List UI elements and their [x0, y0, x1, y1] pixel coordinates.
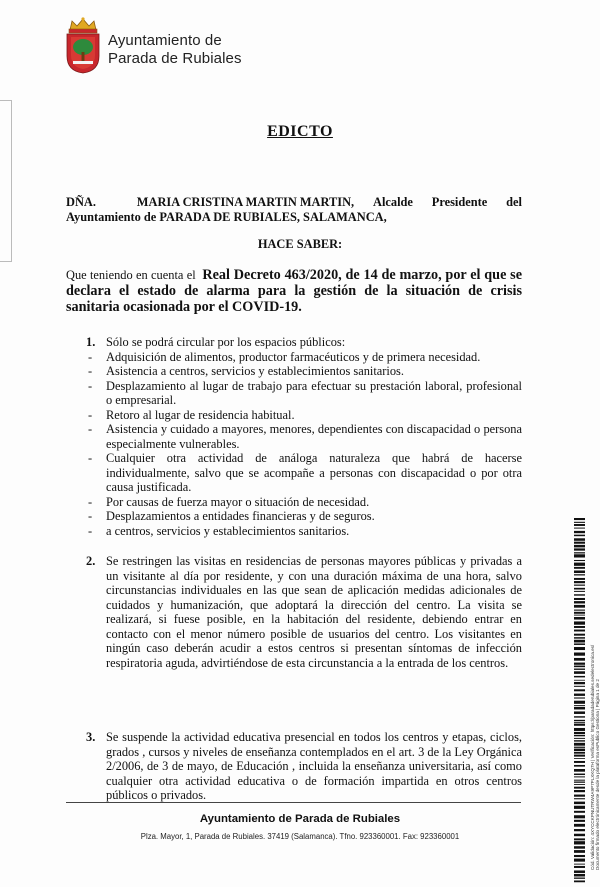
barcode-bar [574, 749, 585, 751]
barcode-bar [574, 640, 585, 643]
barcode-bar [574, 570, 585, 573]
intro-paragraph [66, 195, 522, 224]
barcode-bar [574, 615, 585, 616]
barcode-bar [574, 545, 585, 548]
sub-item: - Cualquier otra actividad de análoga naturaleza que habrá de hacerse individualmente, salvo que se acompañe a personas con discapacidad o por otra causa justificada. [86, 451, 522, 495]
barcode-bar [574, 790, 585, 792]
validation-line-1: Cód. Validación: 4XYCCKPNUTRW4A9P7PLXKQ7H | Verificación: https://paradaderubiales.sedelectronica.es/ [590, 644, 595, 870]
hace-saber-heading: HACE SABER: [257, 237, 343, 251]
barcode-bar [574, 811, 585, 813]
barcode-bar [574, 626, 585, 628]
list-item [86, 335, 522, 538]
barcode-bar [574, 850, 585, 853]
sub-item: - Asistencia a centros, servicios y establecimientos sanitarios. [86, 364, 522, 379]
item-list-3 [86, 730, 522, 803]
barcode-bar [574, 705, 585, 706]
barcode-bar [574, 866, 585, 868]
barcode-bar [574, 653, 585, 656]
sub-item: - Por causas de fuerza mayor o situación de necesidad. [86, 495, 522, 510]
barcode-bar [574, 605, 585, 608]
barcode-bar [574, 880, 585, 882]
barcode-bar [574, 829, 585, 831]
sub-item: - a centros, servicios y establecimientos sanitarios. [86, 524, 522, 539]
barcode-bar [574, 841, 585, 844]
barcode-bar [574, 535, 585, 537]
barcode-bar [574, 578, 585, 580]
item-list-1 [86, 335, 522, 538]
barcode-bar [574, 585, 585, 586]
barcode-bar [574, 722, 585, 723]
barcode-bar [574, 630, 585, 632]
barcode-bar [574, 834, 585, 836]
barcode-bar [574, 647, 585, 650]
barcode-bar [574, 588, 585, 590]
del-word: del [506, 195, 522, 209]
honorific: DÑA. [66, 195, 96, 209]
barcode-bar [574, 554, 585, 557]
list-item [86, 554, 522, 670]
barcode-bar [574, 795, 585, 797]
barcode-bar [574, 680, 585, 681]
barcode-bar [574, 765, 585, 767]
item-text: Se suspende la actividad educativa presencial en todos los centros y etapas, ciclos, grados , cursos y niveles de enseñanza contemplados en el art. 3 de la Ley Orgánica 2/2006, de 3 de mayo, de Educación , incluida la enseñanza universitaria, así como cualquier otra actividad educativa o de formación impartida en otros centros públicos o privados. [106, 730, 522, 802]
barcode-bar [574, 864, 585, 865]
footer-organization: Ayuntamiento de Parada de Rubiales [199, 813, 401, 825]
sub-item: - Retoro al lugar de residencia habitual. [86, 408, 522, 423]
item-number: 1. [86, 335, 96, 349]
barcode-bar [574, 802, 585, 805]
barcode-bar [574, 591, 585, 592]
barcode-bar [574, 774, 585, 776]
barcode-bar [574, 548, 585, 550]
barcode-bar [574, 878, 585, 879]
org-line-1: Ayuntamiento de [108, 32, 222, 49]
barcode-bar [574, 528, 585, 529]
barcode-bar [574, 824, 585, 827]
barcode-bar [574, 671, 585, 674]
barcode-bar [574, 724, 585, 726]
barcode-bar [574, 701, 585, 704]
barcode-bar [574, 707, 585, 710]
barcode-bar [574, 563, 585, 566]
barcode-bar [574, 598, 585, 600]
sub-item: - Asistencia y cuidado a mayores, menores, dependientes con discapacidad o persona especialmente vulnerables. [86, 422, 522, 451]
barcode-bar [574, 658, 585, 661]
role-2: Presidente [431, 195, 488, 209]
intro-line-1 [66, 195, 522, 210]
barcode-bar [574, 784, 585, 785]
barcode-bar [574, 776, 585, 777]
barcode-icon [574, 518, 585, 883]
barcode-bar [574, 524, 585, 526]
page-title: EDICTO [267, 123, 333, 140]
barcode-bar [574, 676, 585, 677]
barcode-bar [574, 728, 585, 731]
barcode-bar [574, 743, 585, 746]
decree-lead: Que teniendo en cuenta el [66, 268, 196, 282]
barcode-bar [574, 855, 585, 857]
barcode-bar [574, 740, 585, 741]
barcode-bar [574, 637, 585, 638]
item-text: Se restringen las visitas en residencias de personas mayores públicas y privadas a un visitante al día por residente, y con una duración máxima de una hora, salvo circunstancias individuales en las que sean de aplicación medidas adicionales de cuidados y humanización, que adoptará la dirección del centro. La visita se realizará, si fuese posible, en la habitación del residente, debiendo entrar en contacto con el menor número posible de usuarios del centro. Los visitantes en ningún caso deberán acudir a estos centros si presentan síntomas de infección respiratoria aguda, advirtiéndose de esta circunstancia a la entrada de los centros. [106, 554, 522, 670]
barcode-bar [574, 735, 585, 737]
sub-item: - Adquisición de alimentos, productor farmacéuticos y de primera necesidad. [86, 350, 522, 365]
barcode-bar [574, 634, 585, 636]
intro-line-2: Ayuntamiento de PARADA DE RUBIALES, SALAMANCA, [66, 209, 387, 224]
barcode-bar [574, 769, 585, 772]
barcode-bar [574, 610, 585, 611]
barcode-bar [574, 711, 585, 714]
validation-text [590, 510, 600, 870]
barcode-bar [574, 798, 585, 799]
item-text: Sólo se podrá circular por los espacios públicos: [106, 335, 346, 349]
footer-divider [66, 802, 521, 803]
barcode-bar [574, 682, 585, 684]
item-number: 3. [86, 730, 96, 744]
barcode-bar [574, 643, 585, 645]
barcode-bar [574, 738, 585, 739]
barcode-bar [574, 859, 585, 862]
barcode-bar [574, 621, 585, 624]
barcode-bar [574, 560, 585, 561]
barcode-bar [574, 780, 585, 781]
list-item [86, 730, 522, 803]
sub-item: - Desplazamiento al lugar de trabajo para efectuar su prestación laboral, profesional o empresarial. [86, 379, 522, 408]
barcode-bar [574, 601, 585, 603]
barcode-bar [574, 552, 585, 553]
barcode-bar [574, 666, 585, 668]
barcode-bar [574, 874, 585, 877]
footer-address: Plza. Mayor, 1, Parada de Rubiales. 37419 (Salamanca). Tfno. 923360001. Fax: 923360001 [140, 832, 460, 841]
sub-list [106, 350, 522, 539]
barcode-bar [574, 782, 585, 783]
barcode-bar [574, 567, 585, 569]
header-organization [108, 32, 242, 68]
barcode-bar [574, 870, 585, 873]
decree-paragraph [66, 267, 522, 315]
barcode-bar [574, 752, 585, 754]
mayor-name: MARIA CRISTINA MARTIN MARTIN, [136, 195, 355, 209]
barcode-bar [574, 689, 585, 691]
barcode-bar [574, 531, 585, 533]
barcode-bar [574, 574, 585, 575]
barcode-bar [574, 820, 585, 822]
barcode-bar [574, 518, 585, 520]
barcode-bar [574, 747, 585, 748]
barcode-bar [574, 758, 585, 759]
role: Alcalde [373, 195, 413, 209]
sub-item: - Desplazamientos a entidades financieras y de seguros. [86, 509, 522, 524]
item-list-2 [86, 554, 522, 670]
barcode-bar [574, 755, 585, 757]
validation-line-2: Documento firmado electrónicamente desde la plataforma esPublico Gestiona | Página 1 de 2 [595, 679, 600, 870]
barcode-bar [574, 787, 585, 789]
decree-bold: Real Decreto 463/2020, de 14 de marzo, por el que se declara el estado de alarma para la gestión de la situación de crisis sanitaria ocasionada por el COVID-19. [66, 267, 522, 315]
barcode-bar [574, 761, 585, 763]
barcode-bar [574, 846, 585, 849]
org-line-2: Parada de Rubiales [108, 50, 242, 67]
barcode-bar [574, 669, 585, 670]
barcode-bar [574, 686, 585, 687]
barcode-bar [574, 838, 585, 840]
barcode-bar [574, 732, 585, 734]
barcode-bar [574, 697, 585, 698]
barcode-bar [574, 617, 585, 620]
barcode-bar [574, 612, 585, 614]
coat-of-arms-icon [64, 16, 102, 74]
barcode-bar [574, 806, 585, 809]
barcode-bar [574, 542, 585, 544]
barcode-bar [574, 594, 585, 595]
barcode-bar [574, 663, 585, 665]
barcode-bar [574, 694, 585, 696]
barcode-bar [574, 538, 585, 541]
barcode-bar [574, 581, 585, 583]
barcode-bar [574, 720, 585, 721]
barcode-bar [574, 815, 585, 818]
barcode-bar [574, 716, 585, 717]
barcode-bar [574, 522, 585, 523]
item-number: 2. [86, 554, 96, 568]
